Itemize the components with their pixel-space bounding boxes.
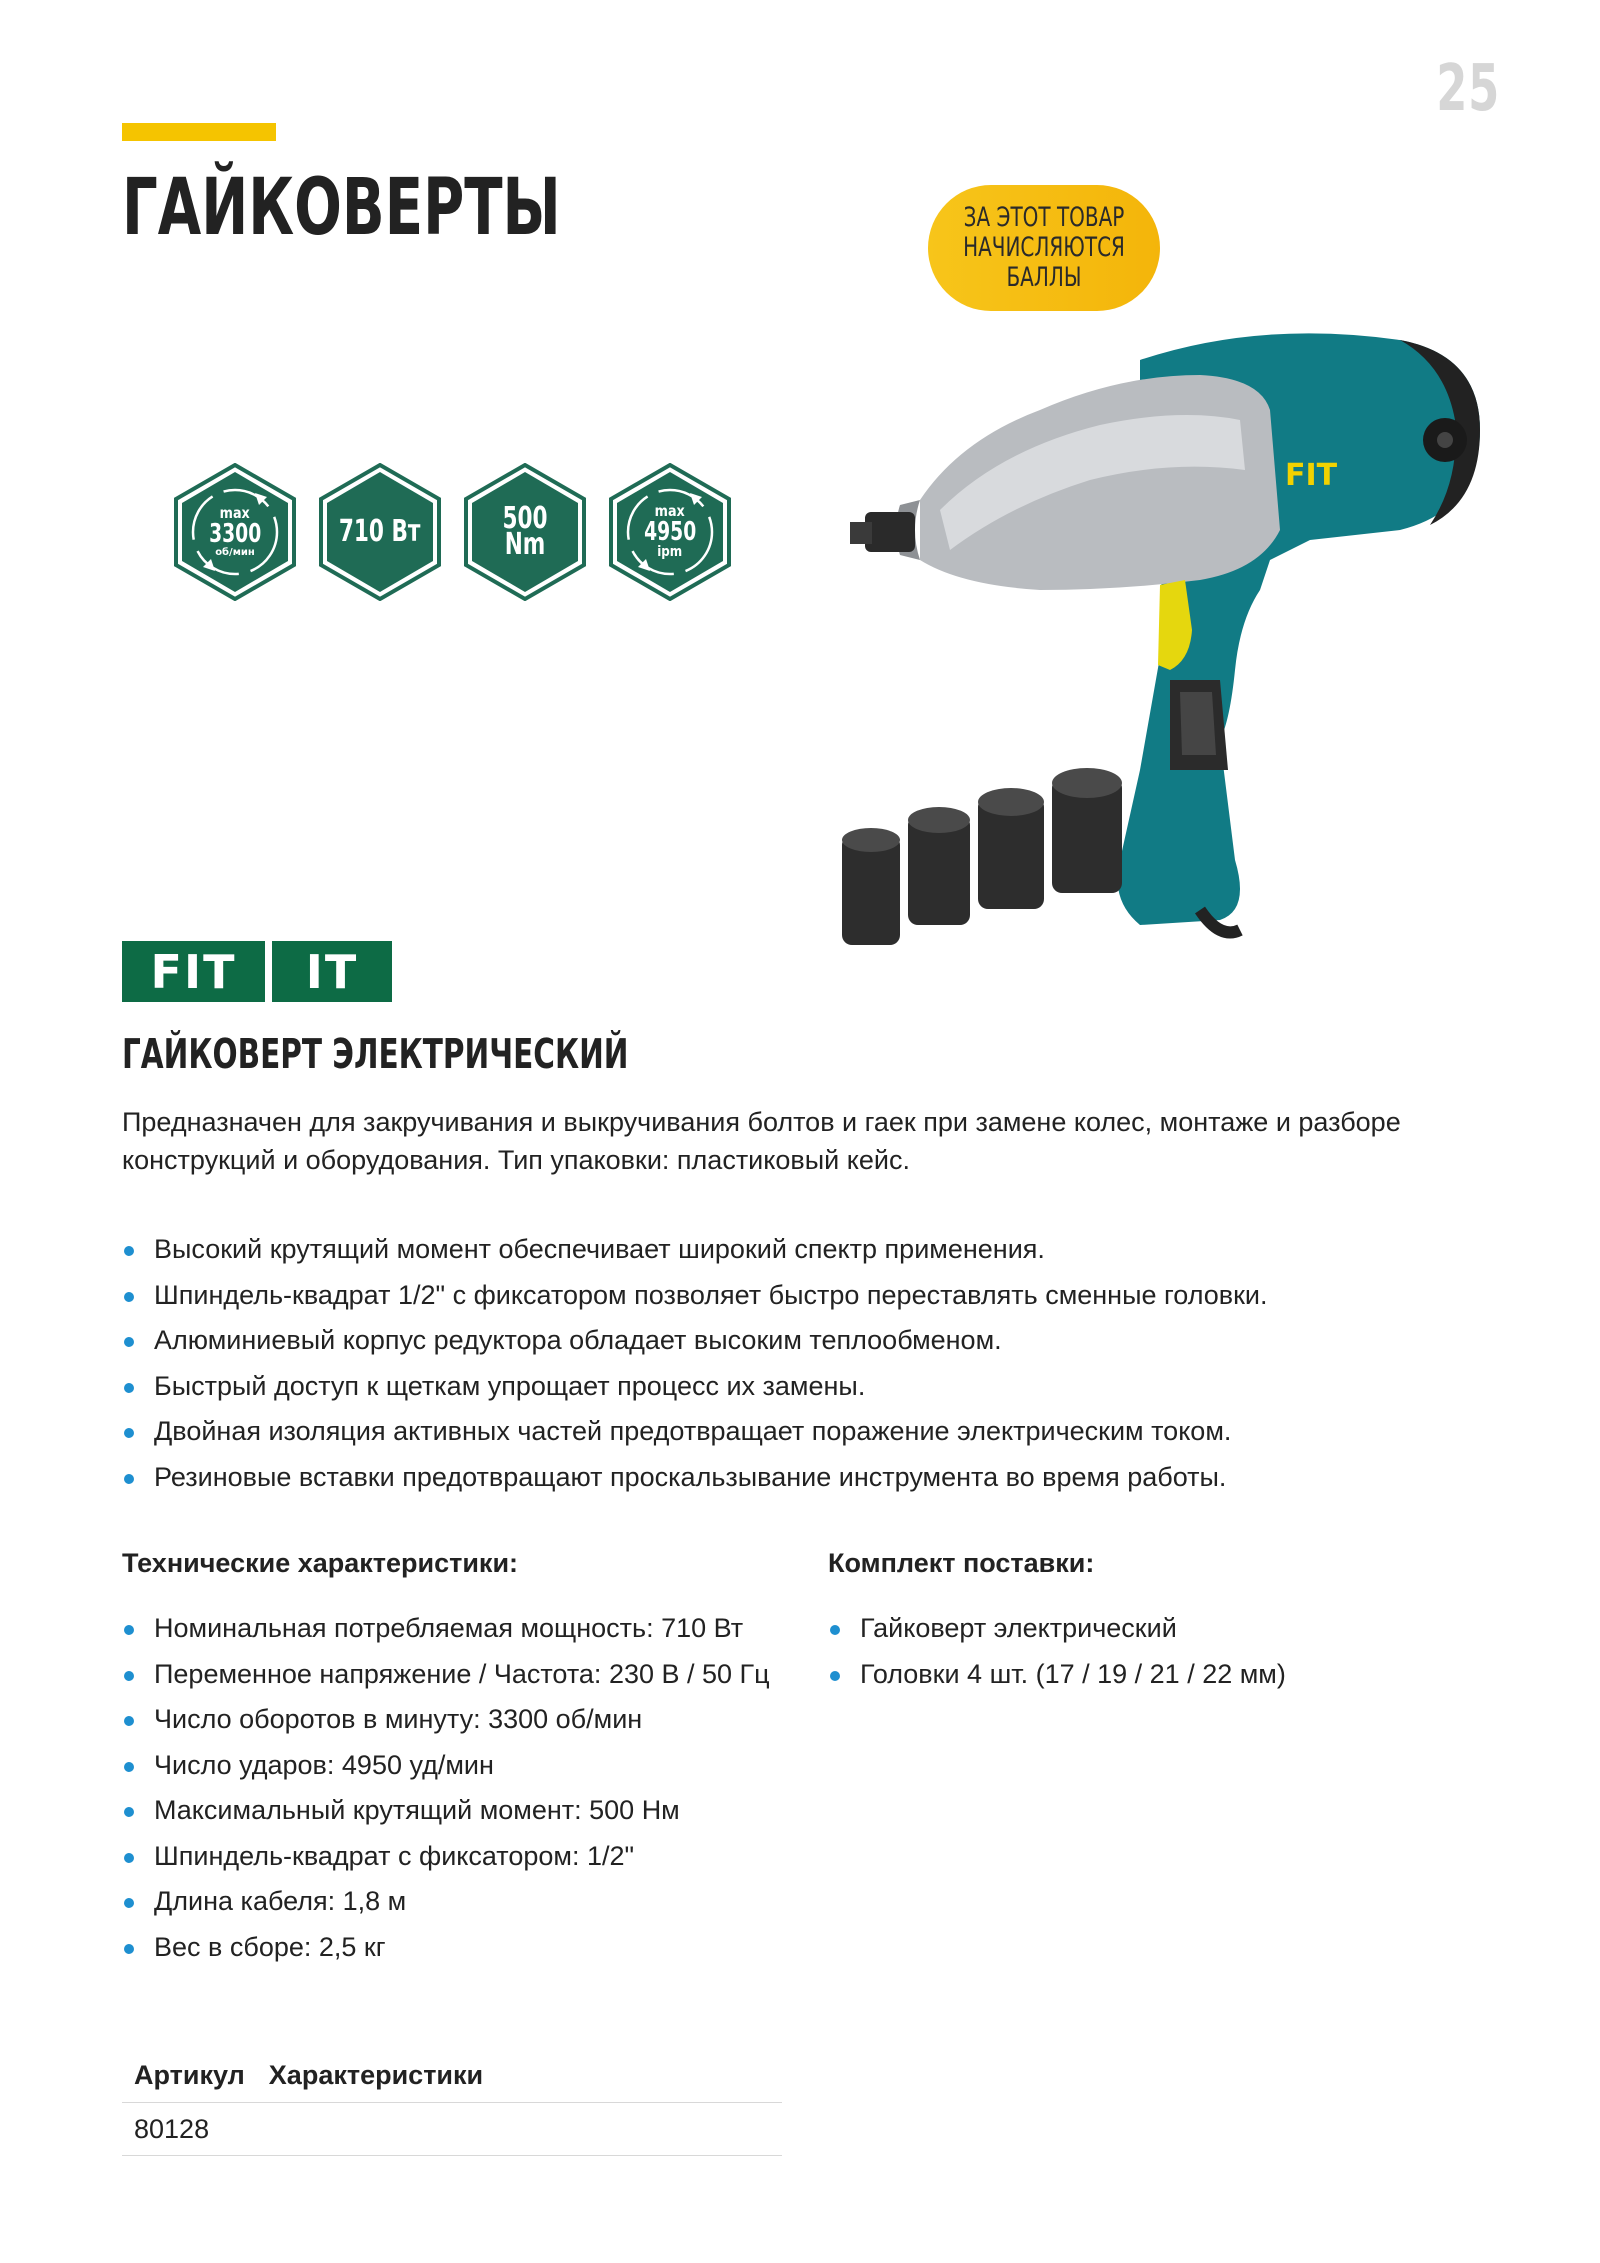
article-column-header: Артикул bbox=[122, 2048, 257, 2103]
product-title: ГАЙКОВЕРТ ЭЛЕКТРИЧЕСКИЙ bbox=[122, 1030, 629, 1078]
article-number: 80128 bbox=[122, 2103, 257, 2156]
list-item: Гайковерт электрический bbox=[828, 1606, 1286, 1652]
list-item: Резиновые вставки предотвращают проскальзывание инструмента во время работы. bbox=[122, 1455, 1268, 1501]
table-row bbox=[122, 2103, 782, 2156]
title-accent-bar bbox=[122, 123, 276, 141]
kit-heading: Комплект поставки: bbox=[828, 1548, 1095, 1578]
fit-logo bbox=[122, 941, 265, 1002]
article-table bbox=[122, 2048, 782, 2156]
rpm-value: 3300 bbox=[208, 519, 262, 549]
fit-logo-text: FIT bbox=[150, 944, 237, 999]
it-line-logo bbox=[272, 941, 392, 1002]
impact-unit: ipm bbox=[657, 544, 683, 560]
list-item: Шпиндель-квадрат 1/2" с фиксатором позволяет быстро переставлять сменные головки. bbox=[122, 1273, 1268, 1319]
impact-wrench-image bbox=[840, 300, 1490, 980]
product-description: Предназначен для закручивания и выкручивания болтов и гаек при замене колес, монтаже и разборе конструкций и оборудования. Тип упаковки: пластиковый кейс. bbox=[122, 1107, 1401, 1175]
svg-text:FIT: FIT bbox=[1285, 458, 1338, 493]
table-header-row bbox=[122, 2048, 782, 2103]
rpm-unit: об/мин bbox=[215, 547, 255, 558]
characteristics-cell bbox=[257, 2103, 782, 2156]
power-icon bbox=[318, 463, 442, 601]
page-number: 25 bbox=[1436, 52, 1500, 126]
impact-value: 4950 bbox=[643, 517, 697, 547]
list-item: Шпиндель-квадрат с фиксатором: 1/2" bbox=[122, 1834, 770, 1880]
list-item: Быстрый доступ к щеткам упрощает процесс их замены. bbox=[122, 1364, 1268, 1410]
list-item: Число оборотов в минуту: 3300 об/мин bbox=[122, 1697, 770, 1743]
impact-max-label: max bbox=[654, 502, 686, 520]
characteristics-column-header: Характеристики bbox=[257, 2048, 782, 2103]
list-item: Номинальная потребляемая мощность: 710 Вт bbox=[122, 1606, 770, 1652]
list-item: Переменное напряжение / Частота: 230 В / 50 Гц bbox=[122, 1652, 770, 1698]
features-list bbox=[122, 1227, 1268, 1500]
it-line-text: IT bbox=[305, 944, 359, 999]
tech-specs-list bbox=[122, 1606, 770, 1970]
brand-logo bbox=[122, 941, 392, 1002]
points-badge-text: ЗА ЭТОТ ТОВАР НАЧИСЛЯЮТСЯ БАЛЛЫ bbox=[963, 202, 1125, 293]
list-item: Число ударов: 4950 уд/мин bbox=[122, 1743, 770, 1789]
torque-value: 500 Nm bbox=[502, 501, 548, 562]
rpm-max-label: max bbox=[219, 504, 251, 522]
torque-icon bbox=[463, 463, 587, 601]
list-item: Двойная изоляция активных частей предотвращает поражение электрическим током. bbox=[122, 1409, 1268, 1455]
list-item: Алюминиевый корпус редуктора обладает высоким теплообменом. bbox=[122, 1318, 1268, 1364]
list-item: Вес в сборе: 2,5 кг bbox=[122, 1925, 770, 1971]
rpm-icon bbox=[173, 463, 297, 601]
kit-list bbox=[828, 1606, 1286, 1697]
impact-rate-icon bbox=[608, 463, 732, 601]
page-title: ГАЙКОВЕРТЫ bbox=[122, 163, 561, 253]
list-item: Высокий крутящий момент обеспечивает широкий спектр применения. bbox=[122, 1227, 1268, 1273]
list-item: Максимальный крутящий момент: 500 Нм bbox=[122, 1788, 770, 1834]
points-badge bbox=[928, 185, 1160, 311]
list-item: Головки 4 шт. (17 / 19 / 21 / 22 мм) bbox=[828, 1652, 1286, 1698]
power-value: 710 Вт bbox=[339, 514, 421, 549]
list-item: Длина кабеля: 1,8 м bbox=[122, 1879, 770, 1925]
tech-specs-heading: Технические характеристики: bbox=[122, 1548, 519, 1578]
